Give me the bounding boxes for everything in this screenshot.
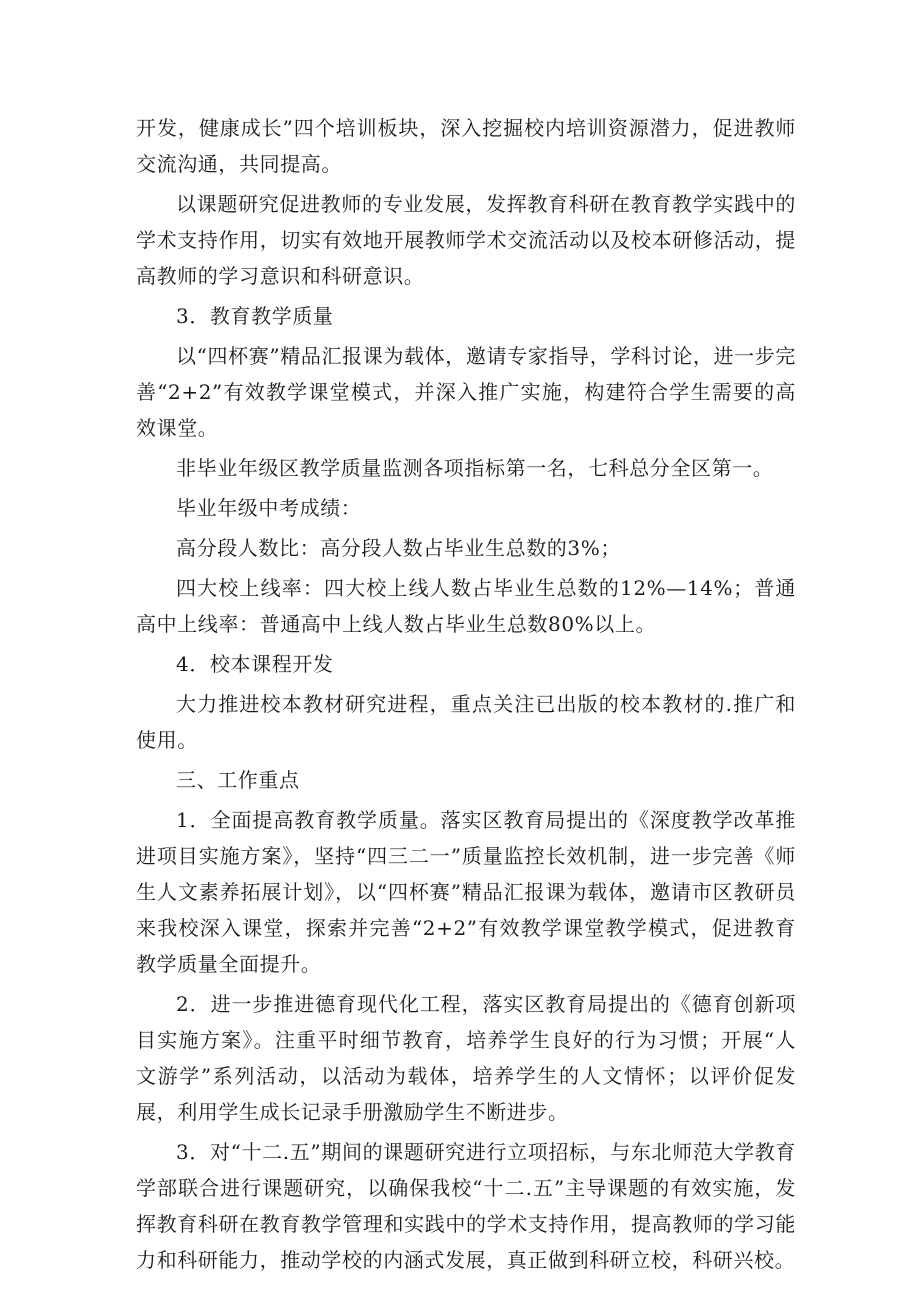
paragraph-research: 以课题研究促进教师的专业发展，发挥教育科研在教育教学实践中的学术支持作用，切实有效地开展教师学术交流活动以及校本研修活动，提高教师的学习意识和科研意识。: [136, 192, 796, 288]
section-heading-curriculum: 4．校本课程开发: [176, 652, 334, 676]
paragraph-exam-results: 毕业年级中考成绩：: [176, 496, 362, 520]
paragraph-admission-rate: 四大校上线率：四大校上线人数占毕业生总数的12%—14%；普通高中上线率：普通高中上线人数占毕业生总数80%以上。: [136, 576, 796, 636]
paragraph-textbook: 大力推进校本教材研究进程，重点关注已出版的校本教材的.推广和使用。: [136, 692, 796, 752]
section-heading-quality: 3．教育教学质量: [176, 304, 334, 328]
section-heading-key-work: 三、工作重点: [176, 768, 300, 792]
paragraph-high-score-ratio: 高分段人数比：高分段人数占毕业生总数的3%；: [176, 536, 621, 560]
paragraph-key-point-2: 2．进一步推进德育现代化工程，落实区教育局提出的《德育创新项目实施方案》。注重平时细节教育，培养学生良好的行为习惯；开展“人文游学”系列活动，以活动为载体，培养学生的人文情怀；以评价促发展，利用学生成长记录手册激励学生不断进步。: [136, 992, 796, 1124]
document-body: [136, 110, 796, 1278]
paragraph-classroom-model: 以“四杯赛”精品汇报课为载体，邀请专家指导，学科讨论，进一步完善“2+2”有效教学课堂模式，并深入推广实施，构建符合学生需要的高效课堂。: [136, 344, 796, 440]
paragraph-continuation: 开发，健康成长”四个培训板块，深入挖掘校内培训资源潜力，促进教师交流沟通，共同提高。: [136, 116, 796, 176]
paragraph-key-point-1: 1．全面提高教育教学质量。落实区教育局提出的《深度教学改革推进项目实施方案》，坚持“四三二一”质量监控长效机制，进一步完善《师生人文素养拓展计划》，以“四杯赛”精品汇报课为载体，邀请市区教研员来我校深入课堂，探索并完善“2+2”有效教学课堂教学模式，促进教育教学质量全面提升。: [136, 808, 796, 976]
paragraph-key-point-3: 3．对“十二.五”期间的课题研究进行立项招标，与东北师范大学教育学部联合进行课题研究，以确保我校“十二.五”主导课题的有效实施，发挥教育科研在教育教学管理和实践中的学术支持作用，提高教师的学习能力和科研能力，推动学校的内涵式发展，真正做到科研立校，科研兴校。: [136, 1140, 796, 1272]
paragraph-non-graduating: 非毕业年级区教学质量监测各项指标第一名，七科总分全区第一。: [176, 456, 774, 480]
